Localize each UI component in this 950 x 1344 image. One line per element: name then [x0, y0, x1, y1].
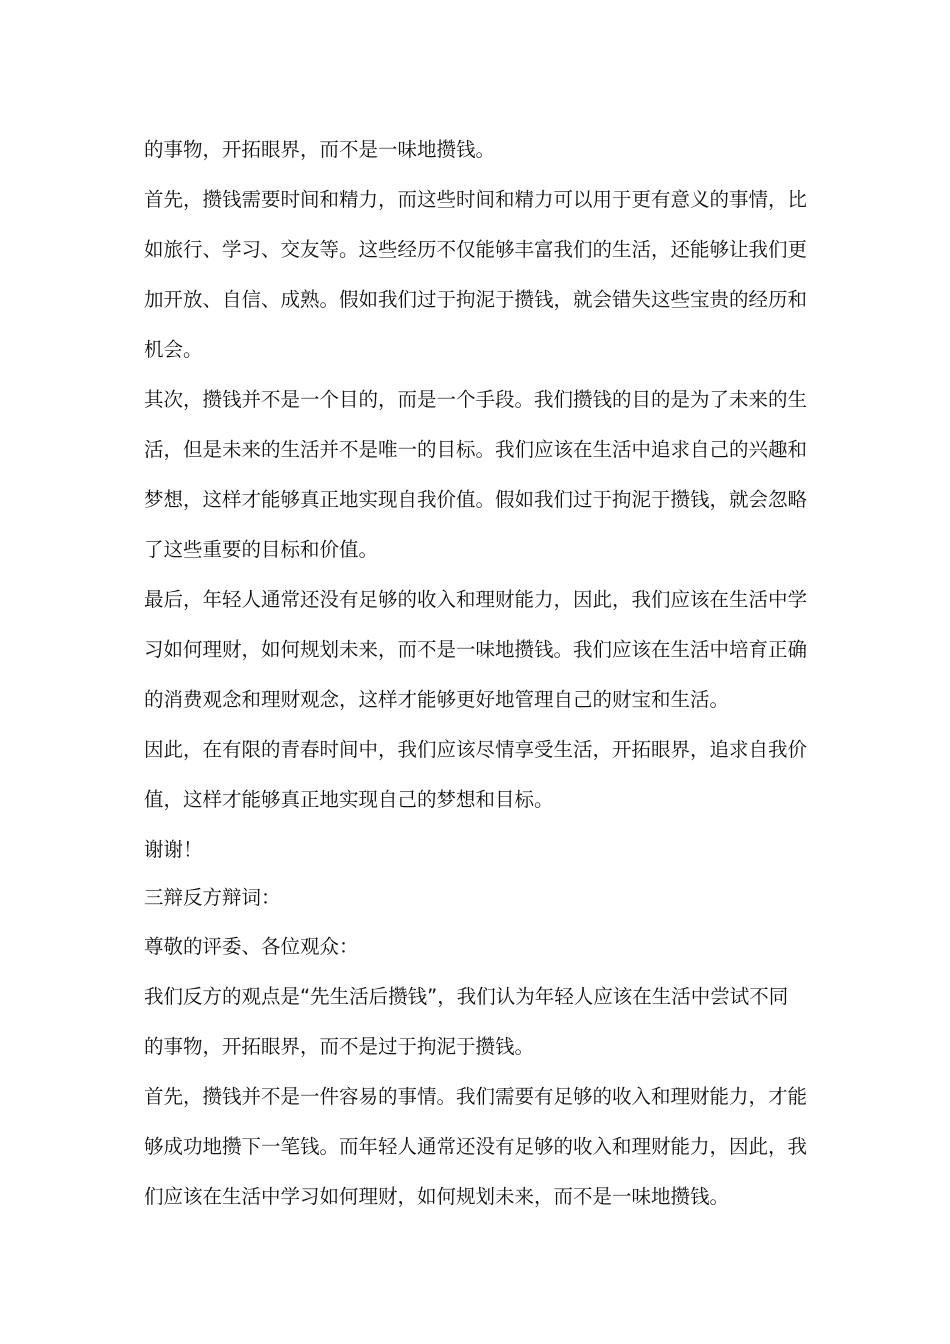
text-line: 尊敬的评委、各位观众：: [144, 935, 359, 958]
text-line: 首先，攒钱需要时间和精力，而这些时间和精力可以用于更有意义的事情，比: [144, 188, 808, 211]
text-line: 们应该在生活中学习如何理财，如何规划未来，而不是一味地攒钱。: [144, 1185, 730, 1208]
text-line: 机会。: [144, 338, 203, 361]
text-line: 因此，在有限的青春时间中，我们应该尽情享受生活，开拓眼界，追求自我价: [144, 738, 808, 761]
text-line: 首先，攒钱并不是一件容易的事情。我们需要有足够的收入和理财能力，才能: [144, 1085, 808, 1108]
text-line: 加开放、自信、成熟。假如我们过于拘泥于攒钱，就会错失这些宝贵的经历和: [144, 288, 808, 311]
text-line: 的事物，开拓眼界，而不是一味地攒钱。: [144, 138, 496, 161]
text-line: 三辩反方辩词：: [144, 886, 281, 909]
text-line: 谢谢！: [144, 838, 203, 861]
text-line: 其次，攒钱并不是一个目的，而是一个手段。我们攒钱的目的是为了未来的生: [144, 388, 808, 411]
text-line: 习如何理财，如何规划未来，而不是一味地攒钱。我们应该在生活中培育正确: [144, 638, 808, 661]
text-line: 的事物，开拓眼界，而不是过于拘泥于攒钱。: [144, 1035, 535, 1058]
text-line: 活，但是未来的生活并不是唯一的目标。我们应该在生活中追求自己的兴趣和: [144, 438, 808, 461]
text-line: 梦想，这样才能够真正地实现自我价值。假如我们过于拘泥于攒钱，就会忽略: [144, 488, 808, 511]
text-line: 够成功地攒下一笔钱。而年轻人通常还没有足够的收入和理财能力，因此，我: [144, 1135, 808, 1158]
text-line: 了这些重要的目标和价值。: [144, 538, 379, 561]
text-line: 的消费观念和理财观念，这样才能够更好地管理自己的财宝和生活。: [144, 688, 730, 711]
text-line: 最后，年轻人通常还没有足够的收入和理财能力，因此，我们应该在生活中学: [144, 588, 808, 611]
text-line: 值，这样才能够真正地实现自己的梦想和目标。: [144, 788, 554, 811]
text-line: 如旅行、学习、交友等。这些经历不仅能够丰富我们的生活，还能够让我们更: [144, 238, 808, 261]
text-line: 我们反方的观点是“先生活后攒钱”，我们认为年轻人应该在生活中尝试不同: [144, 985, 789, 1008]
